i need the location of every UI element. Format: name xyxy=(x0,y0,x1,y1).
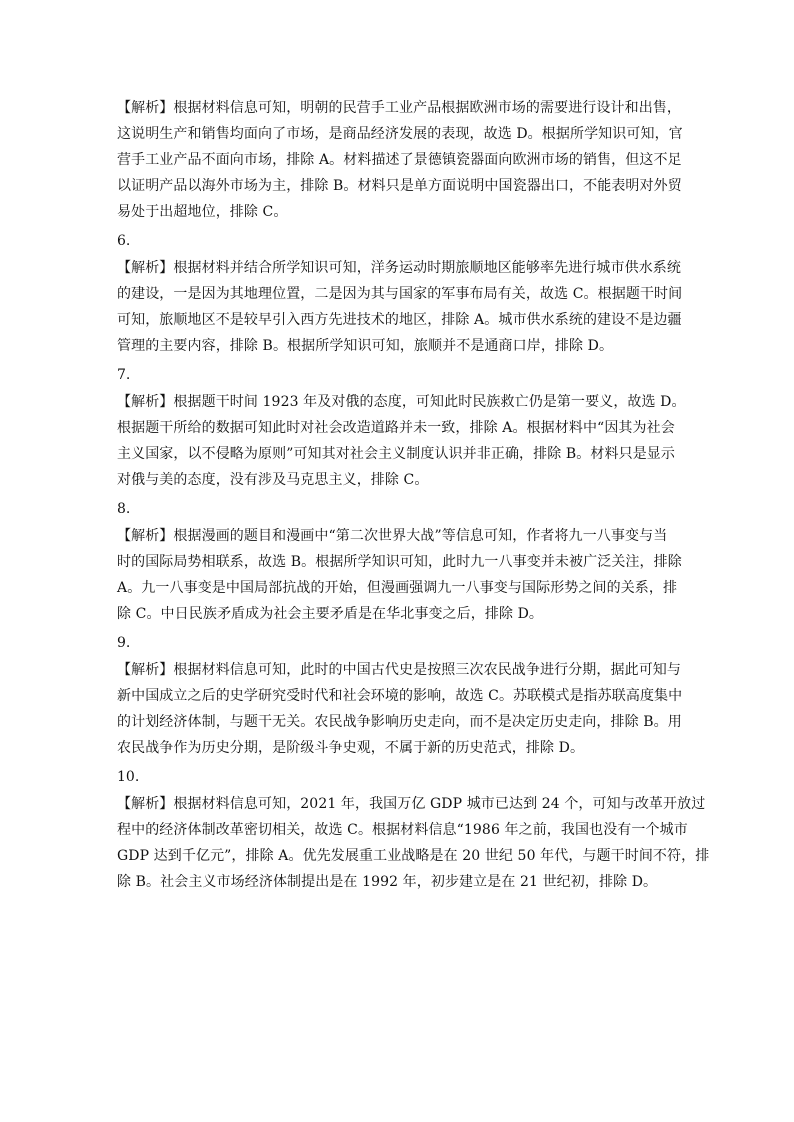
explanation-line: 管理的主要内容，排除 B。根据所学知识可知，旅顺并不是通商口岸，排除 D。 xyxy=(117,338,614,354)
explanation-line: 易处于出超地位，排除 C。 xyxy=(117,204,288,220)
question-number: 8. xyxy=(117,501,131,517)
explanation-line: 根据题干所给的数据可知此时对社会改造道路并未一致，排除 A。根据材料中“因其为社会 xyxy=(117,420,675,436)
explanation-line: 主义国家，以不侵略为原则”可知其对社会主义制度认识并非正确，排除 B。材料只是显示 xyxy=(117,446,675,462)
answer-block xyxy=(117,365,686,493)
answer-block xyxy=(117,633,683,761)
explanation-line: 【解析】根据材料信息可知，明朝的民营手工业产品根据欧洲市场的需要进行设计和出售， xyxy=(117,100,681,116)
explanation-line: 新中国成立之后的史学研究受时代和社会环境的影响，故选 C。苏联模式是指苏联高度集中 xyxy=(117,688,683,704)
answer-block xyxy=(117,499,682,627)
explanation-line: 除 B。社会主义市场经济体制提出是在 1992 年，初步建立是在 21 世纪初，排除 D。 xyxy=(117,874,658,890)
explanation-line: 程中的经济体制改革密切相关，故选 C。根据材料信息“1986 年之前，我国也没有一个城市 xyxy=(117,822,688,838)
explanation-line: 农民战争作为历史分期，是阶级斗争史观，不属于新的历史范式，排除 D。 xyxy=(117,740,585,756)
explanation-line: 除 C。中日民族矛盾成为社会主要矛盾是在华北事变之后，排除 D。 xyxy=(117,606,544,622)
explanation-line: 【解析】根据漫画的题目和漫画中“第二次世界大战”等信息可知，作者将九一八事变与当 xyxy=(117,528,668,544)
explanation-line: A。九一八事变是中国局部抗战的开始，但漫画强调九一八事变与国际形势之间的关系，排 xyxy=(117,580,678,596)
explanation-line: 【解析】根据材料并结合所学知识可知，洋务运动时期旅顺地区能够率先进行城市供水系统 xyxy=(117,260,681,276)
explanation-paragraph xyxy=(117,389,686,493)
explanation-line: 的计划经济体制，与题干无关。农民战争影响历史走向，而不是决定历史走向，排除 B。用 xyxy=(117,714,682,730)
explanation-paragraph xyxy=(117,791,710,895)
explanation-line: 【解析】根据材料信息可知，2021 年，我国万亿 GDP 城市已达到 24 个，可知与改革开放过 xyxy=(117,796,706,812)
explanation-line: 这说明生产和销售均面向了市场，是商品经济发展的表现，故选 D。根据所学知识可知，官 xyxy=(117,126,683,142)
answer-block xyxy=(117,767,710,895)
explanation-line: 【解析】根据材料信息可知，此时的中国古代史是按照三次农民战争进行分期，据此可知与 xyxy=(117,662,681,678)
explanation-line: 的建设，一是因为其地理位置，二是因为其与国家的军事布局有关，故选 C。根据题干时间 xyxy=(117,286,683,302)
question-number: 7. xyxy=(117,367,131,383)
explanation-line: GDP 达到千亿元”，排除 A。优先发展重工业战略是在 20 世纪 50 年代，与题干时间不符，排 xyxy=(117,848,710,864)
explanation-line: 时的国际局势相联系，故选 B。根据所学知识可知，此时九一八事变并未被广泛关注，排除 xyxy=(117,554,682,570)
question-number: 10. xyxy=(117,769,140,785)
answer-block xyxy=(117,231,683,359)
explanation-line: 【解析】根据题干时间 1923 年及对俄的态度，可知此时民族救亡仍是第一要义，故选 D。 xyxy=(117,394,686,410)
explanation-paragraph xyxy=(117,95,683,225)
explanation-paragraph xyxy=(117,657,683,761)
explanation-paragraph xyxy=(117,255,683,359)
explanation-line: 以证明产品以海外市场为主，排除 B。材料只是单方面说明中国瓷器出口，不能表明对外贸 xyxy=(117,178,682,194)
answer-block xyxy=(117,95,683,225)
explanation-line: 对俄与美的态度，没有涉及马克思主义，排除 C。 xyxy=(117,472,429,488)
question-number: 9. xyxy=(117,635,131,651)
question-number: 6. xyxy=(117,233,131,249)
explanation-paragraph xyxy=(117,523,682,627)
explanation-line: 营手工业产品不面向市场，排除 A。材料描述了景德镇瓷器面向欧洲市场的销售，但这不足 xyxy=(117,152,682,168)
answer-document xyxy=(117,95,710,895)
explanation-line: 可知，旅顺地区不是较早引入西方先进技术的地区，排除 A。城市供水系统的建设不是边疆 xyxy=(117,312,682,328)
